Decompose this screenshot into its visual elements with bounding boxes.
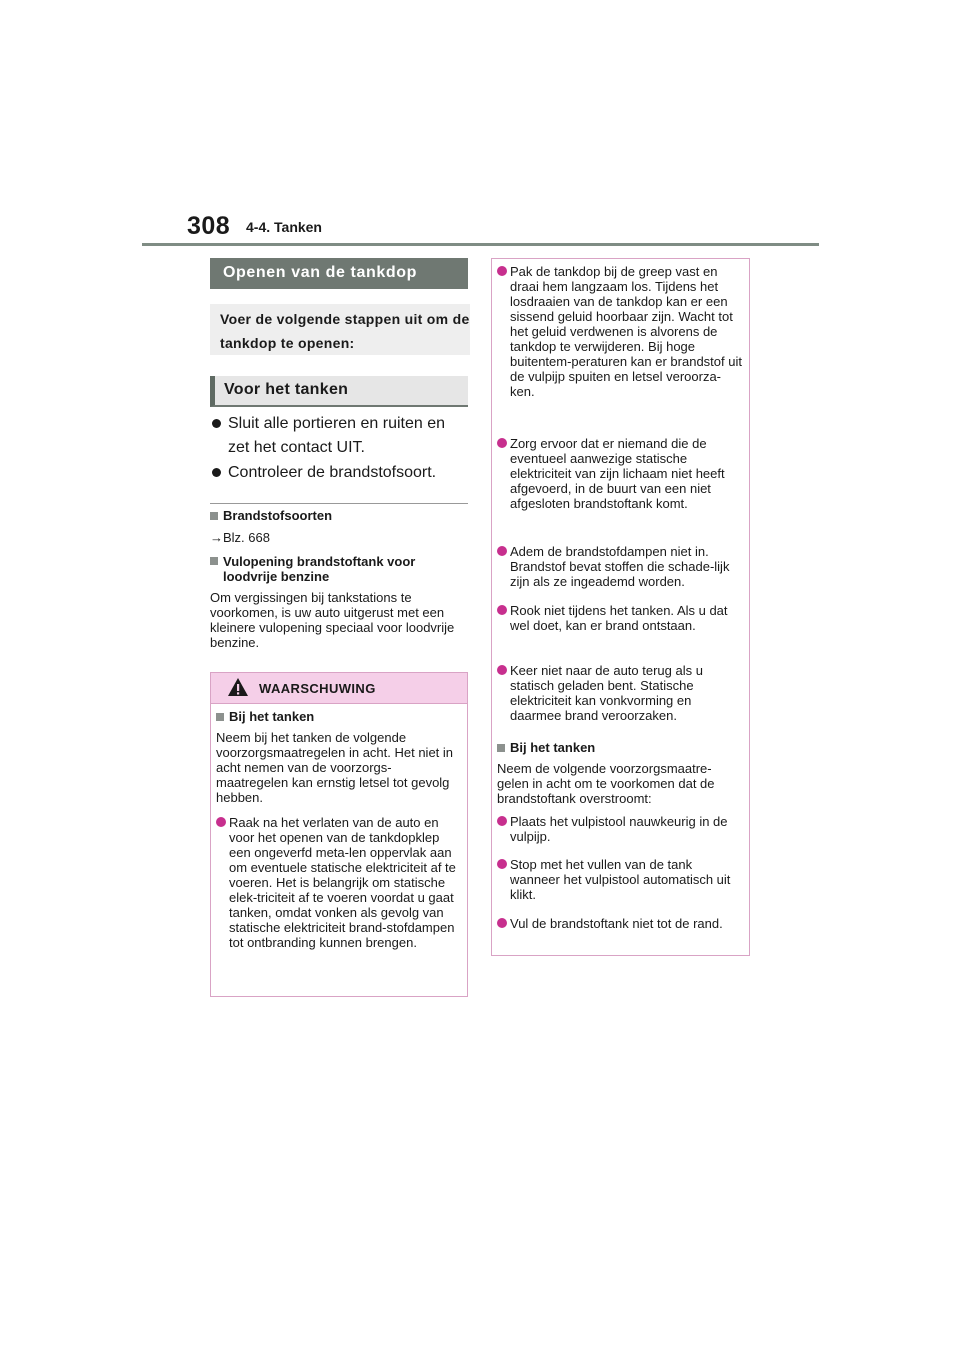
warning-intro: Neem de volgende voorzorgsmaatre-gelen in acht om te voorkomen dat de brandstoftank overstroomt: [497, 761, 715, 806]
square-bullet-icon [210, 512, 218, 520]
section-title: 4-4. Tanken [246, 219, 322, 235]
bullet-icon [497, 546, 507, 556]
page-reference-text: Blz. 668 [223, 530, 270, 545]
bullet-icon [216, 817, 226, 827]
square-bullet-icon [216, 713, 224, 721]
list-item [212, 461, 462, 485]
warning-list-item [497, 544, 742, 589]
subheading-bar [210, 376, 468, 407]
warning-list-item [497, 916, 742, 931]
vulopening-body: Om vergissingen bij tankstations te voorkomen, is uw auto uitgerust met een kleinere vulopening speciaal voor loodvrije benzine. [210, 590, 455, 650]
list-item-text: Vul de brandstoftank niet tot de rand. [510, 916, 723, 931]
bullet-icon [497, 605, 507, 615]
list-item-text: Keer niet naar de auto terug als u statisch geladen bent. Statische elektriciteit kan vonkvorming en daarmee brand veroorzaken. [510, 663, 703, 723]
list-item-text: Zorg ervoor dat er niemand die de eventueel aanwezige statische elektriciteit van zijn lichaam niet heeft afgevoerd, in de buurt van een niet afgesloten brandstoftank komt. [510, 436, 725, 511]
list-item-text: Adem de brandstofdampen niet in. Brandstof bevat stoffen die schade-lijk zijn als ze ingeademd worden. [510, 544, 730, 589]
warning-title: WAARSCHUWING [259, 681, 376, 696]
warning-continuation-box [491, 258, 750, 956]
list-item-text: Controleer de brandstofsoort. [228, 464, 437, 481]
warning-list-item [497, 857, 742, 902]
warning-header [211, 673, 467, 704]
list-item [212, 412, 462, 460]
intro-text: Voer de volgende stappen uit om de tankdop te openen: [220, 311, 470, 351]
bullet-icon [497, 859, 507, 869]
arrow-right-icon: → [210, 530, 223, 545]
warning-triangle-icon [227, 677, 249, 697]
bullet-icon [497, 266, 507, 276]
bullet-icon [212, 419, 221, 428]
list-item-text: Sluit alle portieren en ruiten en zet het contact UIT. [228, 415, 446, 456]
page-number: 308 [187, 212, 231, 240]
list-item-text: Plaats het vulpistool nauwkeurig in de vulpijp. [510, 814, 728, 844]
heading-text: Bij het tanken [229, 709, 315, 724]
bullet-icon [212, 468, 221, 477]
warning-list-item [497, 264, 742, 399]
bullet-icon [497, 816, 507, 826]
list-item-text: Raak na het verlaten van de auto en voor het openen van de tankdopklep een ongeverfd meta-len oppervlak aan om eventuele statische elektriciteit af te voeren. Het is belangrijk om statische elek-triciteit af te voeren voordat u gaat tanken, omdat vonken als gevolg van statische elektriciteit brand-stofdampen tot ontbranding kunnen brengen. [229, 815, 456, 950]
warning-list-item [216, 815, 461, 950]
list-item-text: Pak de tankdop bij de greep vast en draai hem langzaam los. Tijdens het losdraaien van de tankdop kan er een sissend geluid hoorbaar zijn. Wacht tot het geluid verdwenen is alvorens de tankdop te verwijderen. Bij hoge buitentem-peraturen kan er brandstof uit de vulpijp spuiten en letsel veroorza-ken. [510, 264, 742, 399]
square-bullet-icon [210, 557, 218, 565]
warning-list-item [497, 603, 742, 633]
list-item-text: Stop met het vullen van de tank wanneer het vulpistool automatisch uit klikt. [510, 857, 731, 902]
brandstofsoorten-heading [210, 509, 332, 522]
warning-heading [216, 709, 461, 724]
bullet-icon [497, 438, 507, 448]
subheading: Voor het tanken [224, 381, 349, 398]
warning-list-item [497, 436, 742, 511]
list-item-text: Rook niet tijdens het tanken. Als u dat wel doet, kan er brand ontstaan. [510, 603, 728, 633]
square-bullet-icon [497, 744, 505, 752]
heading-text: Bij het tanken [510, 740, 596, 755]
heading-text: Vulopening brandstoftank voor [223, 554, 416, 569]
warning-heading [497, 740, 742, 755]
warning-list-item [497, 663, 742, 723]
heading-text: Brandstofsoorten [223, 508, 333, 523]
warning-intro: Neem bij het tanken de volgende voorzorgsmaatregelen in acht. Het niet in acht nemen van de voorzorgs-maatregelen kan ernstig letsel tot gevolg hebben. [216, 730, 454, 805]
section-heading-bar [210, 258, 468, 289]
header-divider [142, 243, 819, 246]
warning-box [210, 672, 468, 997]
section-heading: Openen van de tankdop [223, 264, 417, 281]
bullet-icon [497, 665, 507, 675]
vulopening-heading [210, 554, 460, 584]
bullet-icon [497, 918, 507, 928]
page-reference[interactable] [210, 530, 270, 545]
column-divider [210, 503, 468, 504]
heading-text: loodvrije benzine [223, 569, 330, 584]
intro-box [210, 304, 470, 355]
warning-list-item [497, 814, 742, 844]
